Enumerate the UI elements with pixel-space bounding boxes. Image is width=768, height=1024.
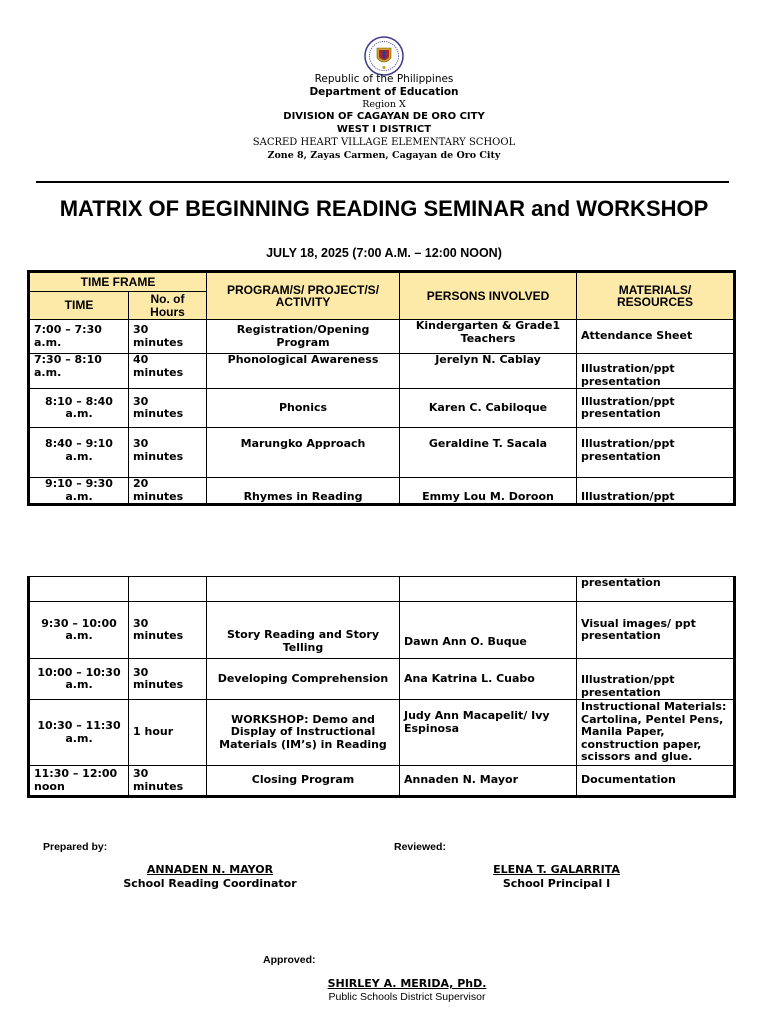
cell-persons: Annaden N. Mayor	[400, 766, 577, 797]
cell-hours: 30 minutes	[129, 389, 207, 428]
cell-empty	[207, 577, 400, 602]
cell-materials: Attendance Sheet	[577, 320, 735, 354]
cell-time: 9:10 – 9:30 a.m.	[29, 478, 129, 505]
table-row	[29, 700, 735, 766]
approved-label: Approved:	[263, 954, 316, 966]
cell-materials: Illustration/ppt presentation	[577, 354, 735, 389]
reviewed-title: School Principal I	[502, 877, 611, 890]
cell-persons: Dawn Ann O. Buque	[400, 602, 577, 659]
cell-materials: Documentation	[577, 766, 735, 797]
schedule-table-page1	[27, 270, 736, 506]
table-row	[29, 602, 735, 659]
cell-persons: Judy Ann Macapelit/ Ivy Espinosa	[400, 700, 577, 766]
schedule-table-page2	[27, 576, 736, 798]
cell-time: 11:30 – 12:00 noon	[29, 766, 129, 797]
header-time: TIME	[29, 292, 129, 320]
table-row	[29, 766, 735, 797]
table-row	[29, 659, 735, 700]
cell-materials: Illustration/ppt	[577, 478, 735, 505]
prepared-name: ANNADEN N. MAYOR	[146, 863, 274, 876]
reviewed-label: Reviewed:	[394, 841, 446, 853]
header-time-frame: TIME FRAME	[29, 272, 207, 292]
cell-materials: Illustration/ppt presentation	[577, 659, 735, 700]
cell-materials: Instructional Materials: Cartolina, Pentel Pens, Manila Paper, construction paper, scissors and glue.	[577, 700, 735, 766]
cell-hours: 30 minutes	[129, 320, 207, 354]
table-row	[29, 354, 735, 389]
cell-hours: 1 hour	[129, 700, 207, 766]
cell-persons: Geraldine T. Sacala	[400, 428, 577, 478]
cell-activity: Closing Program	[207, 766, 400, 797]
header-hours: No. of Hours	[129, 292, 207, 320]
date-line: JULY 18, 2025 (7:00 A.M. – 12:00 NOON)	[266, 246, 502, 260]
header-address: Zone 8, Zayas Carmen, Cagayan de Oro City	[267, 150, 501, 161]
cell-empty	[129, 577, 207, 602]
header-department: Department of Education	[309, 86, 459, 98]
header-divider	[36, 181, 729, 183]
cell-activity: Rhymes in Reading	[207, 478, 400, 505]
header-division: DIVISION OF CAGAYAN DE ORO CITY	[283, 111, 485, 122]
cell-time: 9:30 – 10:00 a.m.	[29, 602, 129, 659]
cell-hours: 30 minutes	[129, 602, 207, 659]
cell-time: 8:40 – 9:10 a.m.	[29, 428, 129, 478]
table-row-continuation	[29, 577, 735, 602]
cell-time: 10:30 – 11:30 a.m.	[29, 700, 129, 766]
cell-empty	[400, 577, 577, 602]
cell-materials: presentation	[577, 577, 735, 602]
cell-persons: Karen C. Cabiloque	[400, 389, 577, 428]
cell-materials: Illustration/ppt presentation	[577, 389, 735, 428]
cell-activity: Phonics	[207, 389, 400, 428]
cell-hours: 20 minutes	[129, 478, 207, 505]
cell-time: 7:30 – 8:10 a.m.	[29, 354, 129, 389]
cell-hours: 30 minutes	[129, 766, 207, 797]
cell-activity: Phonological Awareness	[207, 354, 400, 389]
cell-activity: WORKSHOP: Demo and Display of Instructional Materials (IM’s) in Reading	[207, 700, 400, 766]
prepared-title: School Reading Coordinator	[123, 877, 297, 890]
cell-materials: Illustration/ppt presentation	[577, 428, 735, 478]
cell-persons: Kindergarten & Grade1 Teachers	[400, 320, 577, 354]
cell-time: 8:10 – 8:40 a.m.	[29, 389, 129, 428]
cell-hours: 30 minutes	[129, 428, 207, 478]
header-district: WEST I DISTRICT	[336, 124, 432, 135]
header-materials: MATERIALS/ RESOURCES	[577, 272, 735, 320]
table-row	[29, 428, 735, 478]
cell-persons: Jerelyn N. Cablay	[400, 354, 577, 389]
deped-seal-logo	[364, 36, 404, 76]
header-school: SACRED HEART VILLAGE ELEMENTARY SCHOOL	[252, 137, 516, 148]
cell-activity: Registration/Opening Program	[207, 320, 400, 354]
cell-activity: Marungko Approach	[207, 428, 400, 478]
header-program: PROGRAM/S/ PROJECT/S/ ACTIVITY	[207, 272, 400, 320]
cell-activity: Developing Comprehension	[207, 659, 400, 700]
cell-empty	[29, 577, 129, 602]
page-title: MATRIX OF BEGINNING READING SEMINAR and WORKSHOP	[59, 196, 709, 221]
cell-materials: Visual images/ ppt presentation	[577, 602, 735, 659]
header-persons: PERSONS INVOLVED	[400, 272, 577, 320]
cell-persons: Emmy Lou M. Doroon	[400, 478, 577, 505]
reviewed-name: ELENA T. GALARRITA	[493, 863, 620, 876]
cell-hours: 40 minutes	[129, 354, 207, 389]
table-row	[29, 389, 735, 428]
approved-name: SHIRLEY A. MERIDA, PhD.	[327, 977, 487, 990]
approved-title: Public Schools District Supervisor	[328, 991, 486, 1003]
table-row	[29, 320, 735, 354]
table-row	[29, 478, 735, 505]
cell-time: 10:00 – 10:30 a.m.	[29, 659, 129, 700]
cell-activity: Story Reading and Story Telling	[207, 602, 400, 659]
cell-hours: 30 minutes	[129, 659, 207, 700]
prepared-label: Prepared by:	[43, 841, 108, 853]
cell-time: 7:00 – 7:30 a.m.	[29, 320, 129, 354]
cell-persons: Ana Katrina L. Cuabo	[400, 659, 577, 700]
header-region: Region X	[362, 99, 406, 110]
header-republic: Republic of the Philippines	[314, 73, 454, 85]
